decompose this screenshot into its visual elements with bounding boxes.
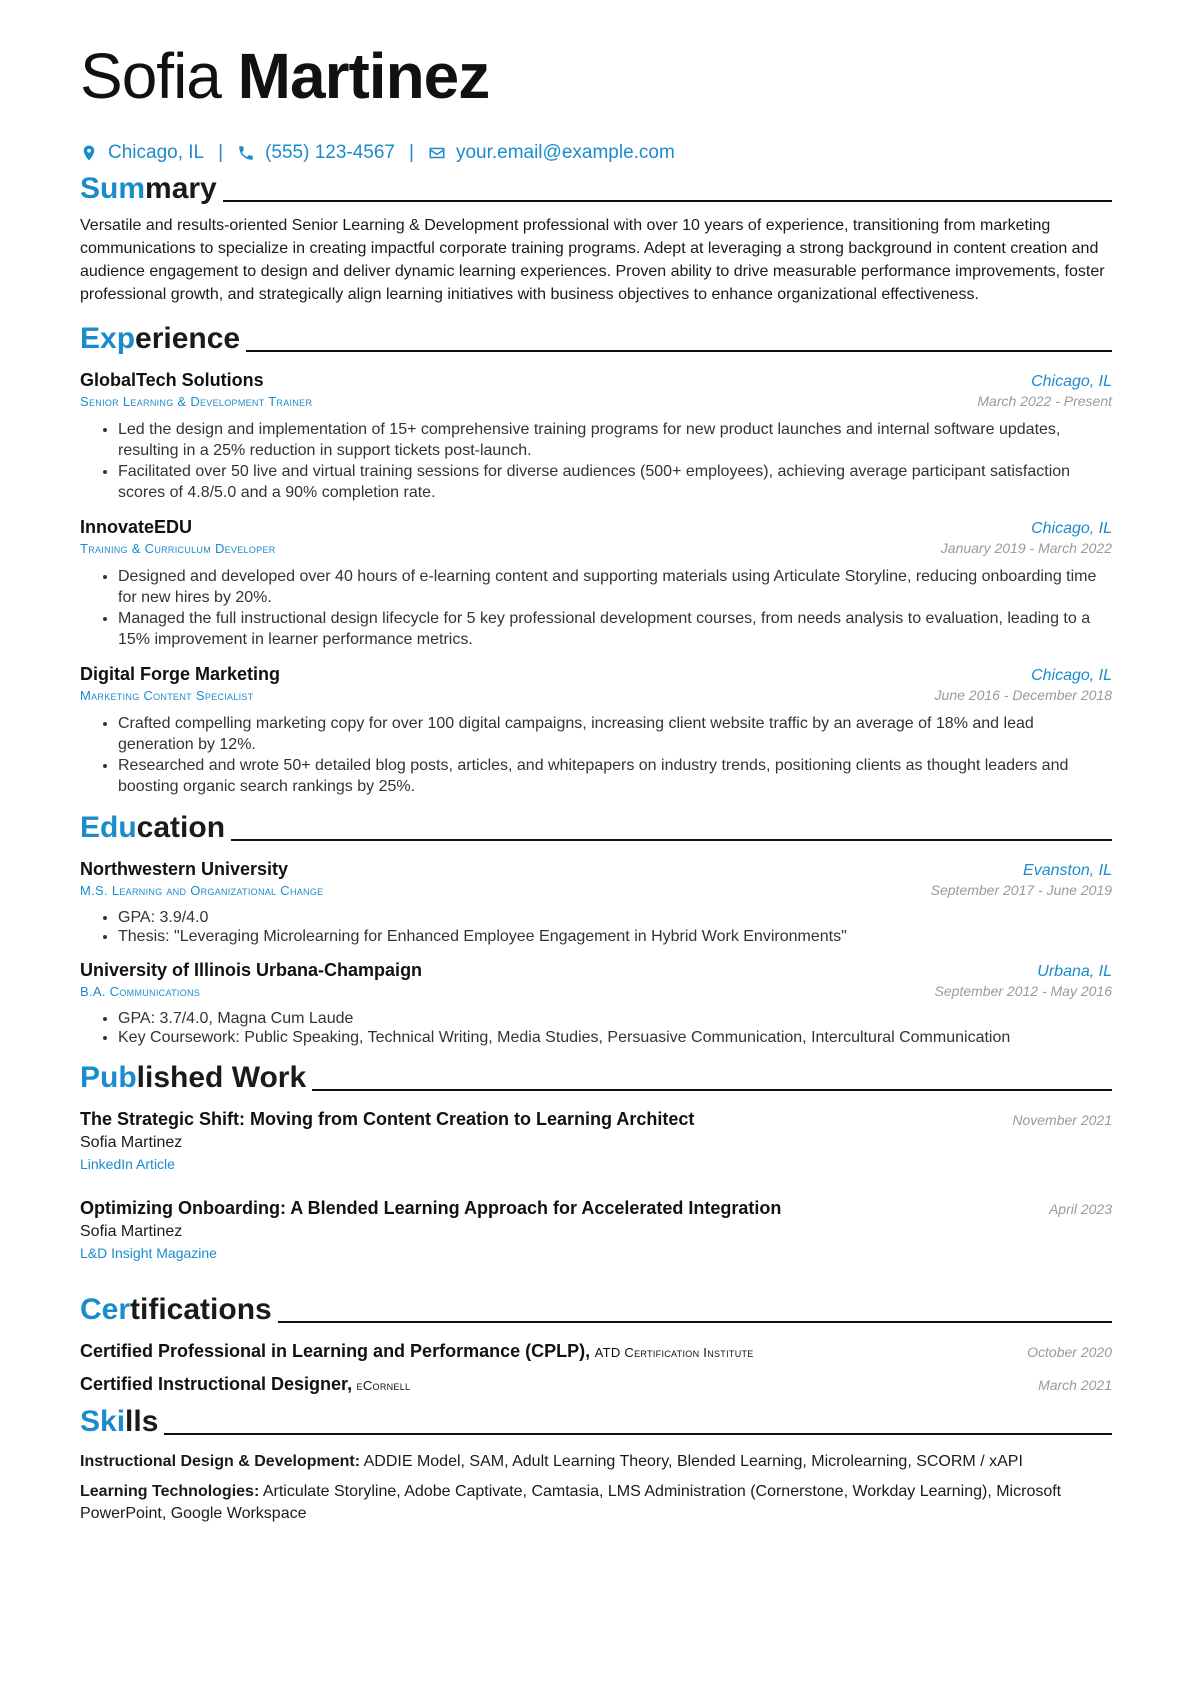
section-rule	[312, 1089, 1112, 1091]
summary-text: Versatile and results-oriented Senior Learning & Development professional with over 10 years of experience, transitioning from marketing communications to specialize in creating impactful corporate training programs. Adept at leveraging a strong background in content creation and audience engagement to design and deliver dynamic learning experiences. Proven ability to drive measurable performance improvements, foster professional growth, and strategically align learning initiatives with business objectives to enhance organizational effectiveness.	[80, 217, 1105, 303]
experience-entry	[80, 370, 1112, 503]
candidate-name	[80, 36, 1112, 116]
last-name: Martinez	[237, 40, 490, 112]
entry-dates: September 2012 - May 2016	[934, 983, 1112, 999]
publication-date: November 2021	[1012, 1112, 1112, 1128]
education-entry	[80, 859, 1112, 946]
bullet-list	[80, 419, 1112, 503]
bullet-item: • Thesis: "Leveraging Microlearning for Enhanced Employee Engagement in Hybrid Work Environments"	[118, 927, 1112, 946]
contact-line	[80, 140, 1112, 166]
skill-values: ADDIE Model, SAM, Adult Learning Theory, Blended Learning, Microlearning, SCORM / xAPI	[363, 1453, 1023, 1470]
publication-date: April 2023	[1048, 1201, 1112, 1217]
bullet-list	[80, 713, 1112, 797]
envelope-icon	[428, 144, 446, 162]
job-title: Training & Curriculum Developer	[80, 541, 276, 556]
certification-date: March 2021	[1038, 1377, 1112, 1393]
section-title: Published Work	[80, 1061, 307, 1094]
skill-row	[80, 1481, 1112, 1525]
company-name: Digital Forge Marketing	[80, 664, 281, 684]
education-heading	[80, 807, 1112, 845]
experience-entry	[80, 664, 1112, 797]
publication-author: Sofia Martinez	[80, 1223, 183, 1240]
bullet-item: • Led the design and implementation of 15+ comprehensive training programs for new product launches and internal software updates, resulting in a 25% reduction in support tickets post-launch.	[118, 419, 1112, 461]
entry-location: Urbana, IL	[1037, 963, 1112, 980]
section-rule	[246, 350, 1112, 352]
contact-email[interactable]	[428, 142, 675, 164]
certification-entry: Certified Instructional Designer, eCornell March 2021	[80, 1374, 1112, 1394]
skills-heading	[80, 1401, 1112, 1439]
skill-row	[80, 1451, 1112, 1473]
location-text: Chicago, IL	[108, 142, 205, 163]
bullet-item: • Crafted compelling marketing copy for over 100 digital campaigns, increasing client website traffic by an average of 18% and lead generation by 12%.	[118, 713, 1112, 755]
skill-category: Instructional Design & Development:	[80, 1453, 361, 1470]
email-text: your.email@example.com	[455, 142, 675, 163]
map-pin-icon	[80, 144, 98, 162]
degree: B.A. Communications	[80, 984, 201, 999]
entry-location: Evanston, IL	[1023, 862, 1112, 879]
publication-entry	[80, 1198, 1112, 1261]
bullet-item: • Designed and developed over 40 hours of e-learning content and supporting materials using Articulate Storyline, reducing onboarding time for new hires by 20%.	[118, 566, 1112, 608]
section-title: Education	[80, 811, 226, 844]
school-name: Northwestern University	[80, 859, 289, 879]
certification-name: Certified Instructional Designer	[80, 1374, 348, 1394]
summary-heading	[80, 168, 1112, 206]
publication-venue[interactable]: LinkedIn Article	[80, 1156, 175, 1172]
publication-title: Optimizing Onboarding: A Blended Learning Approach for Accelerated Integration	[80, 1198, 782, 1218]
bullet-item: • GPA: 3.9/4.0	[118, 908, 1112, 927]
skill-values: Articulate Storyline, Adobe Captivate, Camtasia, LMS Administration (Cornerstone, Workday Learning), Microsoft PowerPoint, Google Workspace	[80, 1483, 1062, 1522]
section-title: Certifications	[80, 1293, 272, 1326]
certification-issuer: eCornell	[356, 1378, 411, 1393]
company-name: GlobalTech Solutions	[80, 370, 264, 390]
phone-text: (555) 123-4567	[265, 142, 395, 163]
bullet-list	[80, 1009, 1112, 1047]
experience-entry	[80, 517, 1112, 650]
job-title: Senior Learning & Development Trainer	[80, 394, 313, 409]
certifications-heading	[80, 1289, 1112, 1327]
skill-category: Learning Technologies:	[80, 1483, 260, 1500]
entry-location: Chicago, IL	[1031, 373, 1112, 390]
entry-location: Chicago, IL	[1031, 667, 1112, 684]
publication-entry	[80, 1109, 1112, 1172]
entry-location: Chicago, IL	[1031, 520, 1112, 537]
entry-dates: January 2019 - March 2022	[940, 540, 1112, 556]
company-name: InnovateEDU	[80, 517, 193, 537]
section-title: Skills	[80, 1405, 159, 1438]
experience-heading	[80, 318, 1112, 356]
bullet-item: • GPA: 3.7/4.0, Magna Cum Laude	[118, 1009, 1112, 1028]
section-title: Experience	[80, 322, 241, 355]
bullet-item: • Managed the full instructional design lifecycle for 5 key professional development courses, from needs analysis to evaluation, leading to a 15% improvement in learner performance metrics.	[118, 608, 1112, 650]
education-entry	[80, 960, 1112, 1047]
separator: |	[218, 142, 224, 163]
contact-phone[interactable]	[237, 142, 395, 164]
section-rule	[231, 839, 1112, 841]
phone-icon	[237, 144, 255, 162]
entry-dates: September 2017 - June 2019	[930, 882, 1112, 898]
certification-entry: Certified Professional in Learning and Performance (CPLP), ATD Certification Institute October 2020	[80, 1341, 1112, 1361]
contact-location	[80, 142, 204, 164]
school-name: University of Illinois Urbana-Champaign	[80, 960, 423, 980]
job-title: Marketing Content Specialist	[80, 688, 254, 703]
section-rule	[278, 1321, 1112, 1323]
separator: |	[409, 142, 414, 163]
degree: M.S. Learning and Organizational Change	[80, 883, 324, 898]
entry-dates: March 2022 - Present	[977, 393, 1112, 409]
bullet-list	[80, 908, 1112, 946]
bullet-list	[80, 566, 1112, 650]
certification-date: October 2020	[1027, 1344, 1112, 1360]
certification-issuer: ATD Certification Institute	[594, 1345, 754, 1360]
publication-title: The Strategic Shift: Moving from Content Creation to Learning Architect	[80, 1109, 695, 1129]
publication-author: Sofia Martinez	[80, 1134, 183, 1151]
entry-dates: June 2016 - December 2018	[934, 687, 1112, 703]
section-rule	[223, 200, 1112, 202]
section-title: Summary	[80, 172, 217, 205]
bullet-item: • Key Coursework: Public Speaking, Technical Writing, Media Studies, Persuasive Communication, Intercultural Communication	[118, 1028, 1112, 1047]
certification-name: Certified Professional in Learning and Performance (CPLP)	[80, 1341, 586, 1361]
bullet-item: • Facilitated over 50 live and virtual training sessions for diverse audiences (500+ employees), achieving average participant satisfaction scores of 4.8/5.0 and a 90% completion rate.	[118, 461, 1112, 503]
publication-venue[interactable]: L&D Insight Magazine	[80, 1245, 217, 1261]
bullet-item: • Researched and wrote 50+ detailed blog posts, articles, and whitepapers on industry trends, positioning clients as thought leaders and boosting organic search rankings by 25%.	[118, 755, 1112, 797]
first-name: Sofia	[80, 40, 221, 112]
published-heading	[80, 1057, 1112, 1095]
section-rule	[164, 1433, 1112, 1435]
